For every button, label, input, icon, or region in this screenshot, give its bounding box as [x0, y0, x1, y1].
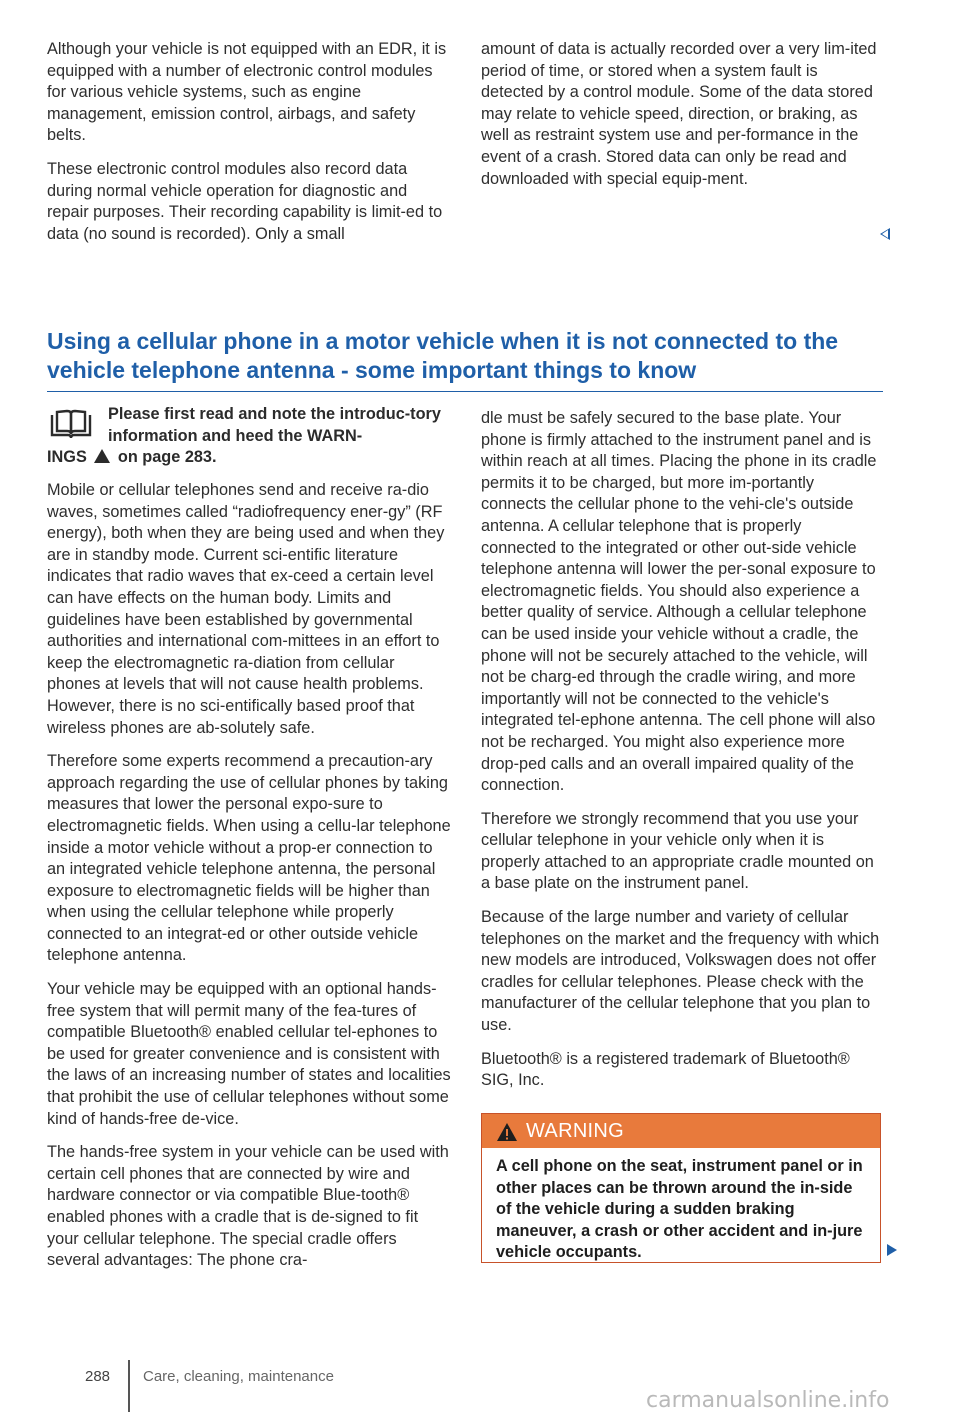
body-paragraph: Because of the large number and variety of cellular telephones on the market and the frequency with which new models are introduced, Volkswagen does not offer cradles for cellular telephones. Please check with the manufacturer of the cellular telephone that you plan to use.	[481, 908, 880, 1035]
top-right-column	[481, 39, 881, 202]
body-paragraph: Mobile or cellular telephones send and receive ra-dio waves, sometimes called “radiofrequency ener-gy” (RF energy), both when they are being used and when they are in standby mode. Current sci-entific literature indicates that radio waves that ex-ceed a certain level can have effects on the human body. Limits and guidelines have been established by governmental authorities and international com-mittees in an effort to keep the electromagnetic ra-diation from cellular phones at levels that will not cause health problems. However, there is no sci-entifically based proof that wireless phones are ab-solutely safe.	[47, 481, 445, 737]
section-heading: Using a cellular phone in a motor vehicle when it is not connected to the vehicle telephone antenna - some important things to know	[47, 327, 883, 392]
warning-title: WARNING	[526, 1120, 625, 1142]
intro-note-page-ref[interactable]: on page 283.	[117, 448, 217, 467]
warning-triangle-icon	[94, 449, 110, 463]
intro-note	[47, 404, 452, 467]
continue-arrow-icon	[887, 1244, 897, 1256]
top-left-column	[47, 39, 452, 257]
page-number: 288	[85, 1368, 111, 1385]
body-paragraph: Therefore some experts recommend a precaution-ary approach regarding the use of cellular phones by taking measures that lower the personal expo-sure to electromagnetic fields. When using a cellu-lar telephone inside a motor vehicle without a prop-er connection to an integrated vehicle telephone antenna, the personal exposure to electromagnetic fields will be higher than when using the cellular telephone while properly connected to an integrat-ed or other outside vehicle telephone antenna.	[47, 752, 451, 965]
footer-divider	[128, 1360, 130, 1412]
body-paragraph: Your vehicle may be equipped with an optional hands-free system that will permit many of the fea-tures of compatible Bluetooth® enabled cellular tel-ephones to be used for greater convenience and is consistent with the laws of an increasing number of states and localities that prohibit the use of cellular telephones without some kind of hands-free de-vice.	[47, 980, 451, 1128]
section-end-icon	[880, 228, 890, 240]
warning-box	[481, 1113, 881, 1263]
body-paragraph: The hands-free system in your vehicle can be used with certain cell phones that are connected by wire and hardware connector or via compatible Blue-tooth® enabled phones with a cradle that is de-signed to fit your cellular telephone. The special cradle offers several advantages: The phone cra-	[47, 1143, 449, 1270]
body-paragraph: amount of data is actually recorded over a very lim-ited period of time, or stored when a system fault is detected by a control module. Some of the data stored may relate to vehicle speed, direction, or braking, as well as restraint system use and per-formance in the event of a crash. Stored data can only be read and downloaded with special equip-ment.	[481, 40, 877, 188]
body-paragraph: Therefore we strongly recommend that you use your cellular telephone in your vehicle only when it is properly attached to an appropriate cradle mounted on a base plate on the instrument panel.	[481, 809, 874, 893]
watermark: carmanualsonline.info	[646, 1388, 890, 1413]
book-icon	[49, 408, 93, 440]
body-paragraph: Although your vehicle is not equipped with an EDR, it is equipped with a number of electronic control modules for various vehicle systems, such as engine management, emission control, airbags, and safety belts.	[47, 40, 447, 145]
warning-header	[482, 1114, 880, 1148]
warning-triangle-icon	[496, 1122, 518, 1142]
main-left-column	[47, 480, 452, 1284]
intro-note-line1: Please first read and note the introduc-tory information and heed the WARN-	[108, 405, 441, 445]
footer-section-title: Care, cleaning, maintenance	[143, 1368, 334, 1385]
body-paragraph: Bluetooth® is a registered trademark of Bluetooth® SIG, Inc.	[481, 1049, 850, 1090]
body-paragraph: These electronic control modules also record data during normal vehicle operation for diagnostic and repair purposes. Their recording capability is limit-ed to data (no sound is recorded). Only a small	[47, 159, 443, 243]
main-right-column	[481, 408, 881, 1104]
warning-text: A cell phone on the seat, instrument panel or in other places can be thrown around the in-side of the vehicle during a sudden braking maneuver, a crash or other accident and in-jure vehicle occupants.	[496, 1157, 863, 1261]
body-paragraph: dle must be safely secured to the base plate. Your phone is firmly attached to the instrument panel and is within reach at all times. Placing the phone in its cradle permits it to be charged, but more im-portantly connects the cellular phone to the vehi-cle's outside antenna. A cellular telephone that is properly connected to the integrated or other out-side vehicle telephone antenna will lower the per-sonal exposure to electromagnetic fields. You should also experience a better quality of service. Although a cellular telephone can be used inside your vehicle without a cradle, the phone will not be securely attached to the vehicle, will not be charg-ed through the cradle wiring, and more importantly will not be connected to the vehicle's integrated tel-ephone antenna. The cell phone will also not be recharged. You might also experience more drop-ped calls and an overall impaired quality of the connection.	[481, 409, 877, 795]
intro-note-warnings: INGS	[47, 448, 87, 467]
